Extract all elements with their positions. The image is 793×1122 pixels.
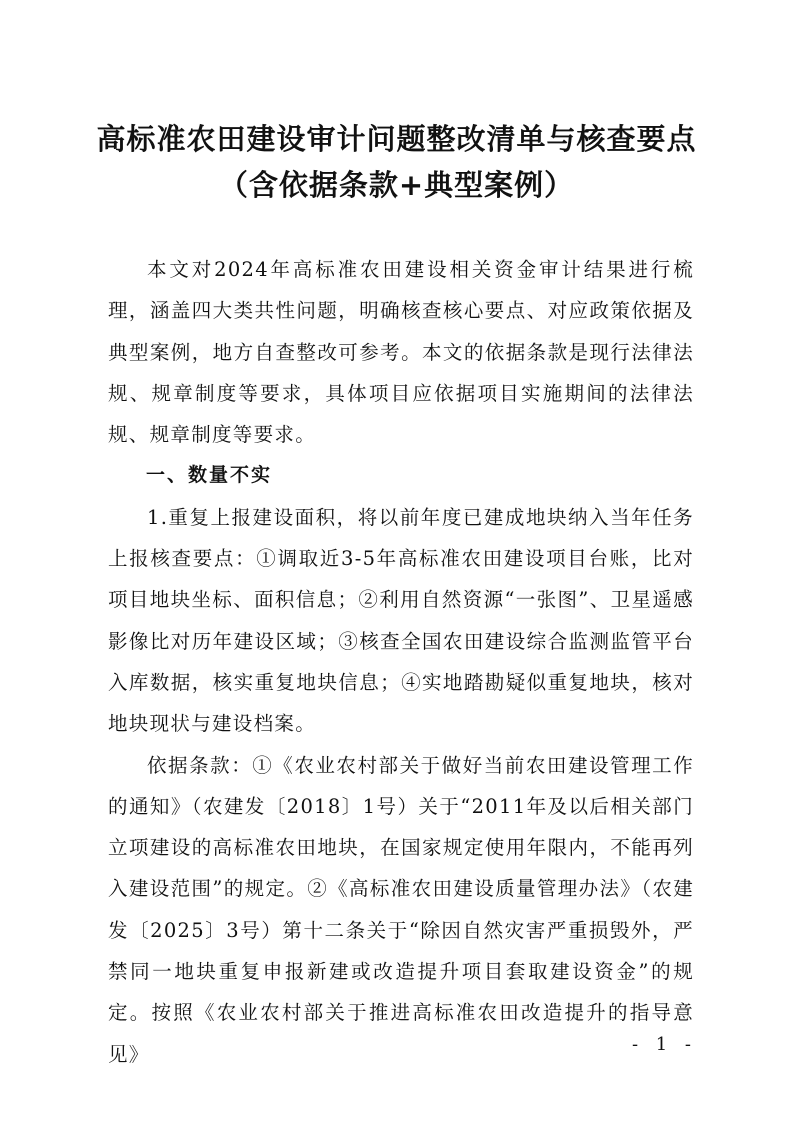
document-title-line-1: 高标准农田建设审计问题整改清单与核查要点	[96, 122, 697, 156]
section-heading-quantity: 一、数量不实	[146, 464, 273, 487]
page-number: - 1 -	[631, 1034, 697, 1055]
basis-clause-paragraph: 依据条款：①《农业农村部关于做好当前农田建设管理工作的通知》（农建发〔2018〕1号）关于“2011年及以后相关部门立项建设的高标准农田地块，在国家规定使用年限内，不能再列入建设范围”的规定。②《高标准农田建设质量管理办法》（农建发〔2025〕3号）第十二条关于“除因自然灾害严重损毁外，严禁同一地块重复申报新建或改造提升项目套取建设资金”的规定。按照《农业农村部关于推进高标准农田改造提升的指导意见》	[108, 753, 694, 1066]
intro-paragraph: 本文对2024年高标准农田建设相关资金审计结果进行梳理，涵盖四大类共性问题，明确核查核心要点、对应政策依据及典型案例，地方自查整改可参考。本文的依据条款是现行法律法规、规章制度等要求，具体项目应依据项目实施期间的法律法规、规章制度等要求。	[108, 258, 694, 447]
document-body	[108, 249, 694, 1075]
document-title-line-2: （含依据条款+典型案例）	[218, 168, 575, 202]
item-1-paragraph: 1.重复上报建设面积，将以前年度已建成地块纳入当年任务上报核查要点：①调取近3-5年高标准农田建设项目台账，比对项目地块坐标、面积信息；②利用自然资源“一张图”、卫星遥感影像比对历年建设区域；③核查全国农田建设综合监测监管平台入库数据，核实重复地块信息；④实地踏勘疑似重复地块，核对地块现状与建设档案。	[108, 505, 694, 736]
